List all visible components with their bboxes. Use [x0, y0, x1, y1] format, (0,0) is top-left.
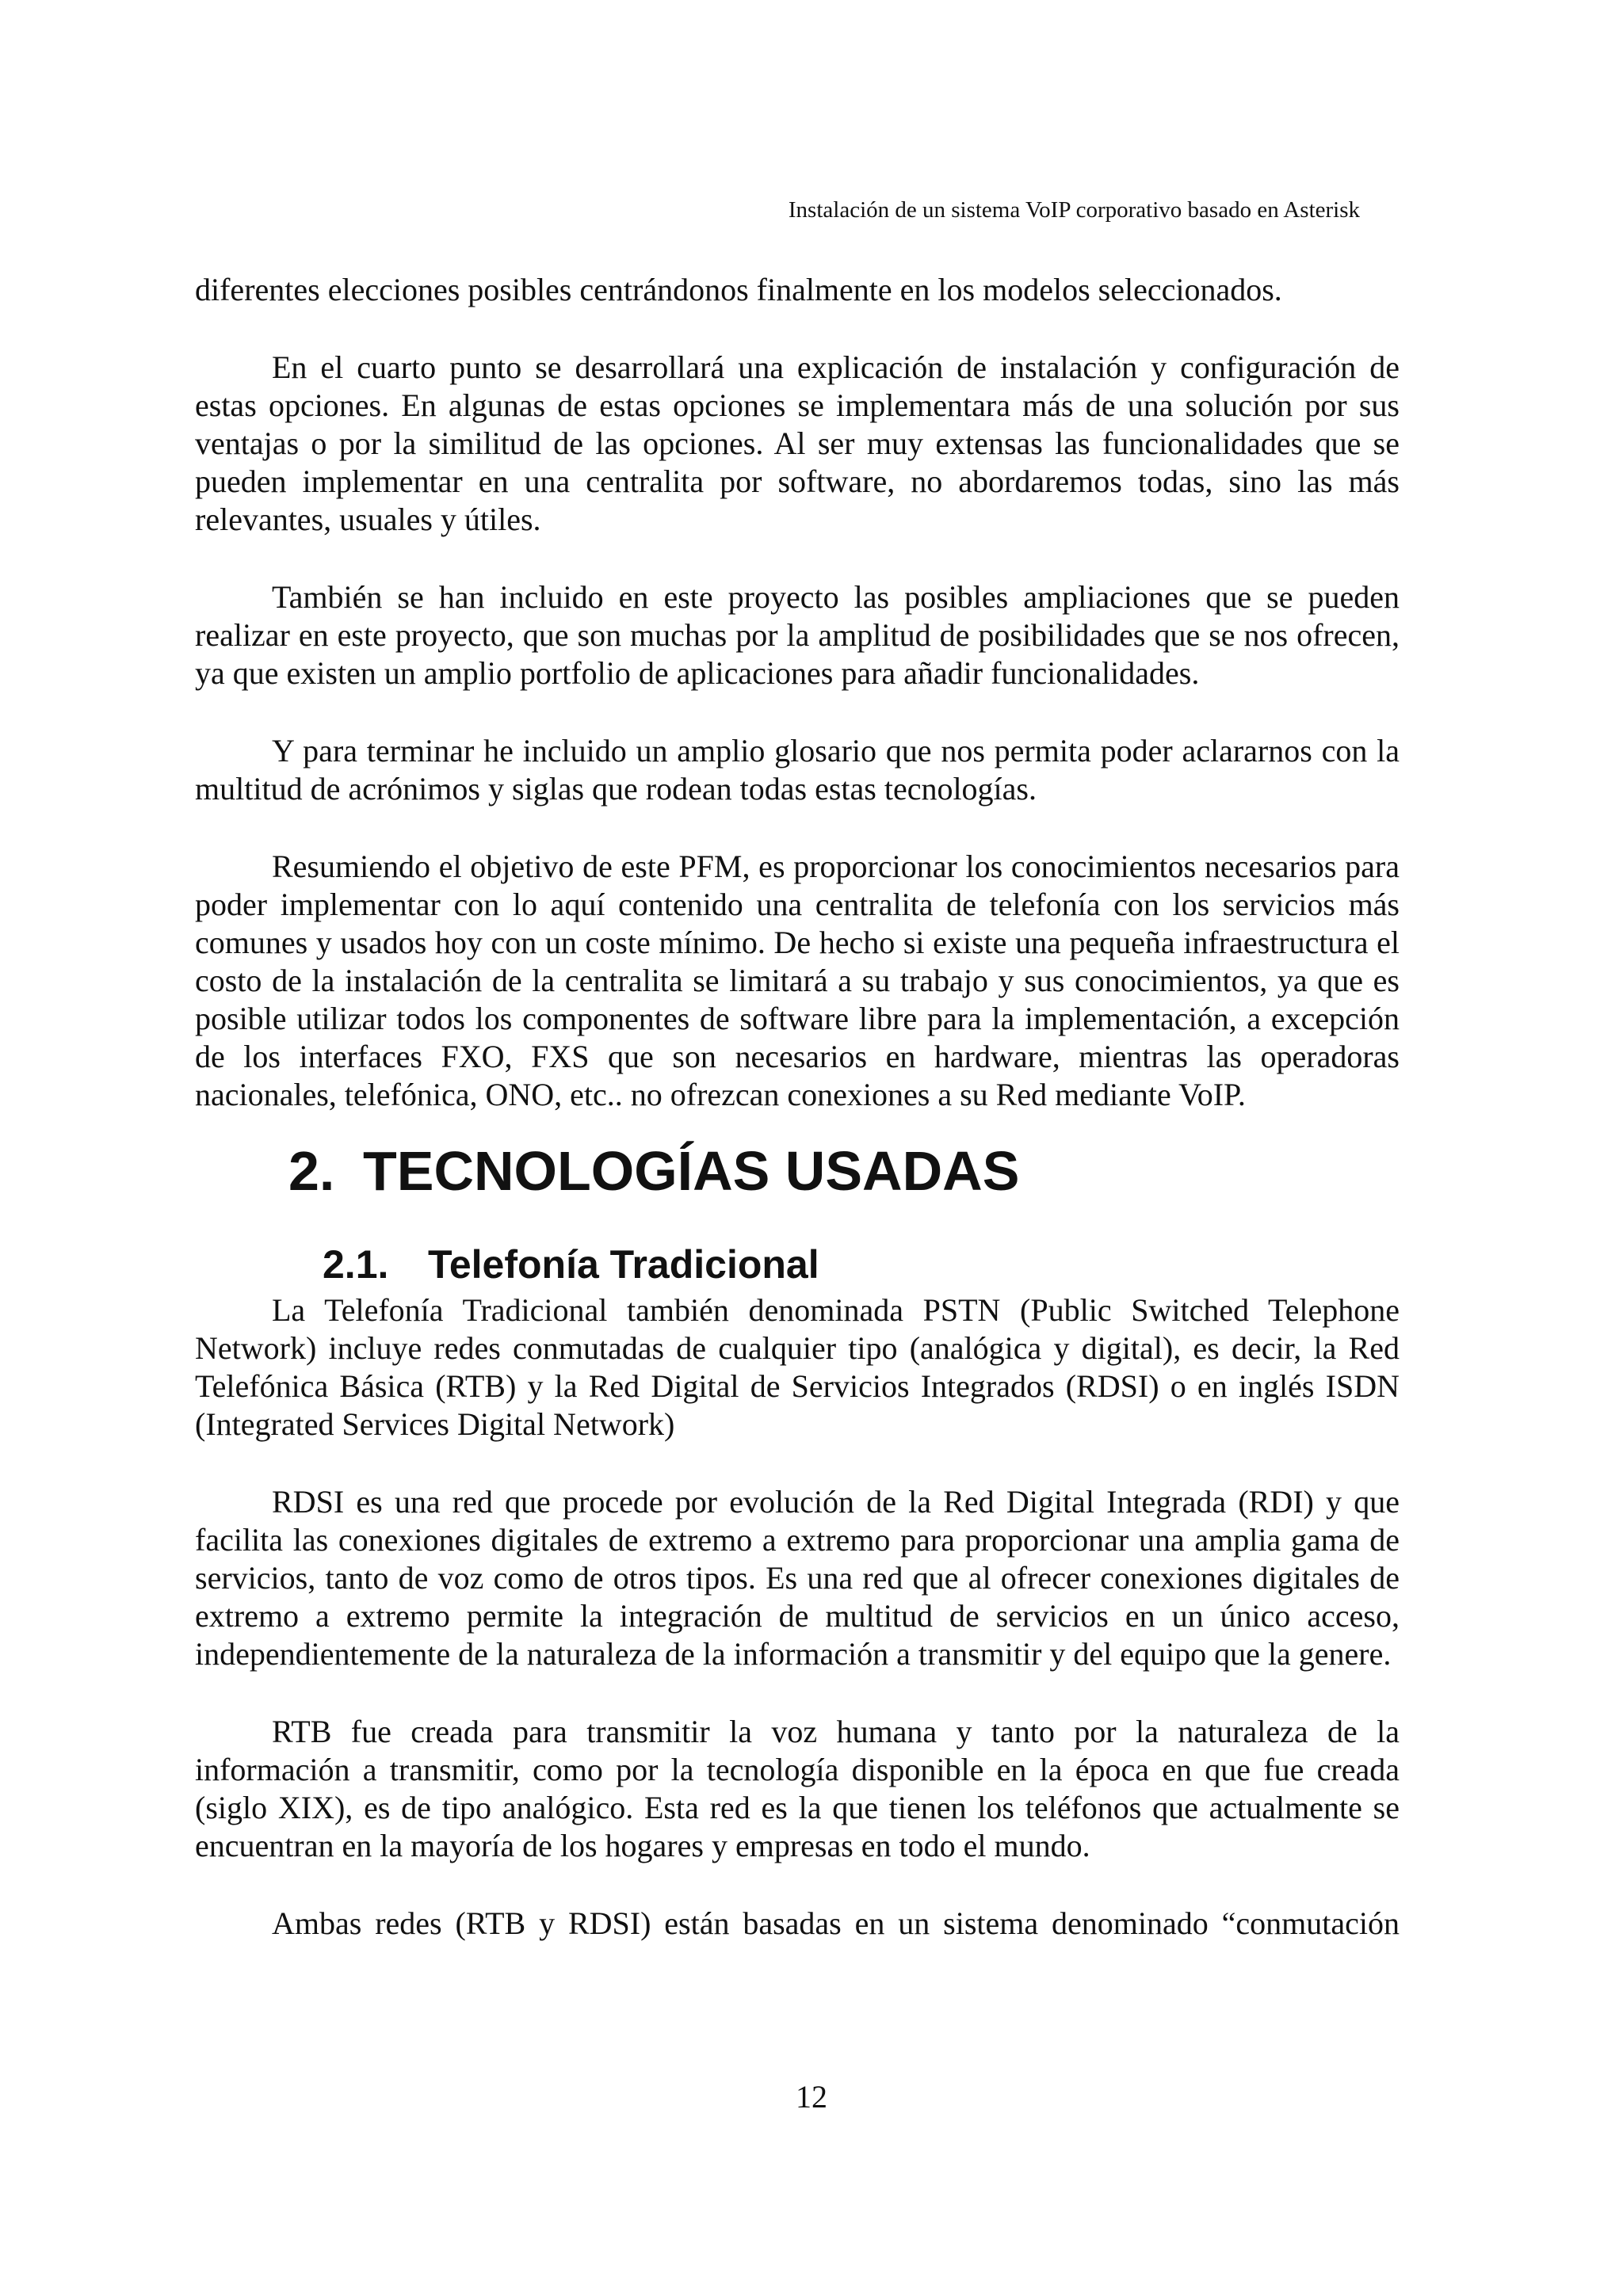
paragraph: Y para terminar he incluido un amplio glosario que nos permita poder aclararnos con la multitud de acrónimos y siglas que rodean todas estas tecnologías. — [195, 733, 1400, 807]
paragraph-continuation: diferentes elecciones posibles centrándonos finalmente en los modelos seleccionados. — [195, 272, 1282, 307]
paragraph: La Telefonía Tradicional también denominada PSTN (Public Switched Telephone Network) incluye redes conmutadas de cualquier tipo (analógica y digital), es decir, la Red Telefónica Básica (RTB) y la Red Digital de Servicios Integrados (RDSI) o en inglés ISDN (Integrated Services Digital Network) — [195, 1292, 1400, 1442]
paragraph: Ambas redes (RTB y RDSI) están basadas en un sistema denominado “conmutación — [272, 1905, 1400, 1941]
subsection-number: 2.1. — [323, 1242, 389, 1287]
body-text — [195, 271, 1400, 1943]
subsection-title: Telefonía Tradicional — [428, 1242, 819, 1287]
section-heading — [288, 1127, 1400, 1215]
paragraph: Resumiendo el objetivo de este PFM, es proporcionar los conocimientos necesarios para poder implementar con lo aquí contenido una centralita de telefonía con los servicios más comunes y usados hoy con un coste mínimo. De hecho si existe una pequeña infraestructura el costo de la instalación de la centralita se limitará a su trabajo y sus conocimientos, ya que es posible utilizar todos los componentes de software libre para la implementación, a excepción de los interfaces FXO, FXS que son necesarios en hardware, mientras las operadoras nacionales, telefónica, ONO, etc.. no ofrezcan conexiones a su Red mediante VoIP. — [195, 849, 1400, 1112]
paragraph: RDSI es una red que procede por evolución de la Red Digital Integrada (RDI) y que facilita las conexiones digitales de extremo a extremo para proporcionar una amplia gama de servicios, tanto de voz como de otros tipos. Es una red que al ofrecer conexiones digitales de extremo a extremo permite la integración de multitud de servicios en un único acceso, independientemente de la naturaleza de la información a transmitir y del equipo que la genere. — [195, 1484, 1400, 1672]
subsection-heading — [323, 1238, 1400, 1291]
paragraph: También se han incluido en este proyecto las posibles ampliaciones que se pueden realizar en este proyecto, que son muchas por la amplitud de posibilidades que se nos ofrecen, ya que existen un amplio portfolio de aplicaciones para añadir funcionalidades. — [195, 579, 1400, 691]
section-number: 2. — [288, 1140, 335, 1202]
section-title: TECNOLOGÍAS USADAS — [363, 1140, 1020, 1202]
paragraph: RTB fue creada para transmitir la voz humana y tanto por la naturaleza de la información a transmitir, como por la tecnología disponible en la época en que fue creada (siglo XIX), es de tipo analógico. Esta red es la que tienen los teléfonos que actualmente se encuentran en la mayoría de los hogares y empresas en todo el mundo. — [195, 1714, 1400, 1863]
running-header: Instalación de un sistema VoIP corporativo basado en Asterisk — [788, 197, 1360, 223]
paragraph: En el cuarto punto se desarrollará una explicación de instalación y configuración de estas opciones. En algunas de estas opciones se implementara más de una solución por sus ventajas o por la similitud de las opciones. Al ser muy extensas las funcionalidades que se pueden implementar en una centralita por software, no abordaremos todas, sino las más relevantes, usuales y útiles. — [195, 349, 1400, 537]
page-number: 12 — [796, 2079, 827, 2115]
